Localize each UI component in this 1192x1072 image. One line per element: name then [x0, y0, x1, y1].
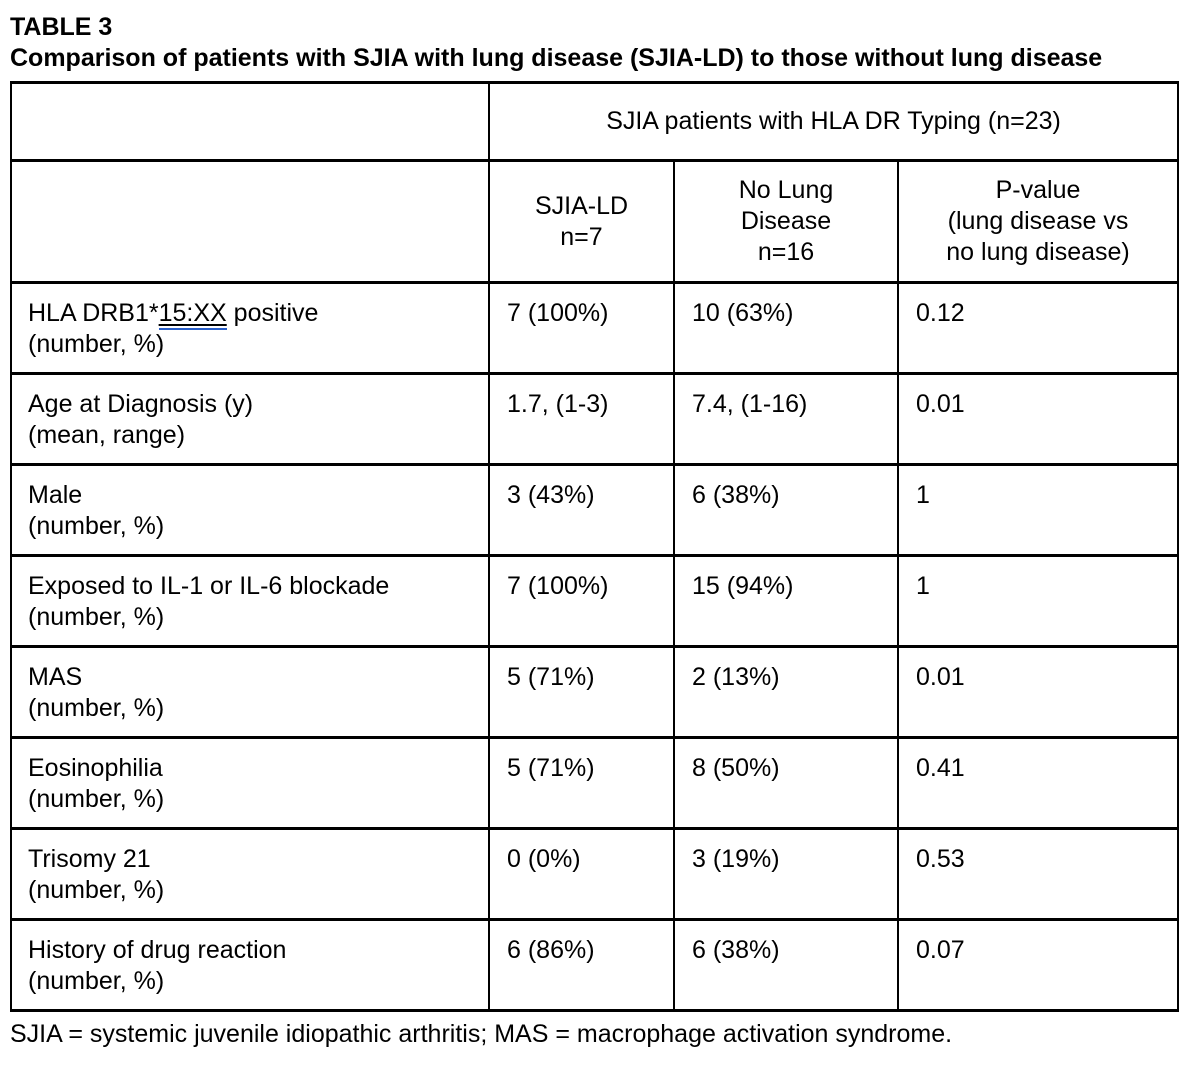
- cell-no-lung-value: 7.4, (1-16): [674, 374, 898, 465]
- row-sublabel: (number, %): [28, 785, 165, 813]
- table-row-il-blockade: [11, 556, 1178, 647]
- cell-no-lung-value: 8 (50%): [674, 738, 898, 829]
- column-header-row: [11, 161, 1178, 283]
- row-label: [28, 298, 478, 329]
- comparison-table: [10, 81, 1179, 1012]
- row-label-post: positive: [226, 299, 319, 327]
- row-label-pre: HLA DRB1*: [28, 299, 159, 327]
- cell-no-lung-value: 3 (19%): [674, 829, 898, 920]
- table-row-age-at-diagnosis: [11, 374, 1178, 465]
- cell-no-lung-value: 6 (38%): [674, 920, 898, 1011]
- row-label-marked-text: 15:XX: [159, 299, 227, 330]
- cell-p-value: 0.41: [898, 738, 1178, 829]
- table-row-male: [11, 465, 1178, 556]
- row-label: Eosinophilia: [28, 754, 163, 782]
- cell-p-value: 0.53: [898, 829, 1178, 920]
- cell-p-value: 1: [898, 556, 1178, 647]
- cell-no-lung-value: 2 (13%): [674, 647, 898, 738]
- col-header-p-value: [898, 161, 1178, 283]
- cell-p-value: 1: [898, 465, 1178, 556]
- row-label-cell: [11, 647, 489, 738]
- cell-sjia-ld-value: 1.7, (1-3): [489, 374, 674, 465]
- row-label: Male: [28, 481, 83, 509]
- row-sublabel: (number, %): [28, 694, 165, 722]
- stub-cell-empty: [11, 161, 489, 283]
- row-sublabel: (mean, range): [28, 421, 186, 449]
- cell-no-lung-value: 10 (63%): [674, 283, 898, 374]
- cell-sjia-ld-value: 7 (100%): [489, 283, 674, 374]
- row-label-cell: [11, 920, 489, 1011]
- table-number: TABLE 3: [10, 13, 113, 41]
- abbreviations-footnote: SJIA = systemic juvenile idiopathic arthritis; MAS = macrophage activation syndrome.: [10, 1020, 953, 1048]
- table-row-drug-reaction: [11, 920, 1178, 1011]
- table-row-mas: [11, 647, 1178, 738]
- row-label-cell: [11, 465, 489, 556]
- row-label-cell: [11, 556, 489, 647]
- table-row-eosinophilia: [11, 738, 1178, 829]
- cell-no-lung-value: 6 (38%): [674, 465, 898, 556]
- table-title-block: [10, 12, 1192, 74]
- table-row-trisomy-21: [11, 829, 1178, 920]
- col-header-line: (lung disease vs: [947, 207, 1129, 235]
- col-header-line: SJIA-LD: [534, 191, 629, 220]
- table-row-hla-drb1: [11, 283, 1178, 374]
- row-label-cell: [11, 829, 489, 920]
- row-sublabel: (number, %): [28, 330, 165, 358]
- row-sublabel: (number, %): [28, 967, 165, 995]
- col-header-line: P-value: [995, 176, 1081, 204]
- corner-cell-empty: [11, 83, 489, 161]
- group-header-cell: SJIA patients with HLA DR Typing (n=23): [489, 83, 1178, 161]
- row-label: Age at Diagnosis (y): [28, 390, 254, 418]
- row-label: MAS: [28, 663, 83, 691]
- col-header-line: No Lung: [738, 176, 834, 204]
- col-header-sjia-ld: [489, 161, 674, 283]
- col-header-no-lung-disease: [674, 161, 898, 283]
- col-header-line: n=16: [757, 238, 815, 266]
- row-sublabel: (number, %): [28, 512, 165, 540]
- cell-sjia-ld-value: 3 (43%): [489, 465, 674, 556]
- cell-sjia-ld-value: 6 (86%): [489, 920, 674, 1011]
- cell-sjia-ld-value: 0 (0%): [489, 829, 674, 920]
- col-header-line: n=7: [560, 222, 603, 251]
- cell-p-value: 0.01: [898, 647, 1178, 738]
- group-header-row: [11, 83, 1178, 161]
- row-sublabel: (number, %): [28, 876, 165, 904]
- row-label-cell: [11, 738, 489, 829]
- cell-sjia-ld-value: 7 (100%): [489, 556, 674, 647]
- row-sublabel: (number, %): [28, 603, 165, 631]
- cell-p-value: 0.01: [898, 374, 1178, 465]
- row-label: Exposed to IL-1 or IL-6 blockade: [28, 572, 390, 600]
- cell-p-value: 0.07: [898, 920, 1178, 1011]
- cell-p-value: 0.12: [898, 283, 1178, 374]
- cell-sjia-ld-value: 5 (71%): [489, 647, 674, 738]
- row-label-cell: [11, 374, 489, 465]
- cell-no-lung-value: 15 (94%): [674, 556, 898, 647]
- row-label-cell: [11, 283, 489, 374]
- cell-sjia-ld-value: 5 (71%): [489, 738, 674, 829]
- row-label: Trisomy 21: [28, 845, 151, 873]
- col-header-line: Disease: [740, 207, 832, 235]
- table-caption: Comparison of patients with SJIA with lung disease (SJIA-LD) to those without lung disease: [10, 44, 1103, 72]
- row-label: History of drug reaction: [28, 936, 287, 964]
- col-header-line: no lung disease): [946, 238, 1130, 266]
